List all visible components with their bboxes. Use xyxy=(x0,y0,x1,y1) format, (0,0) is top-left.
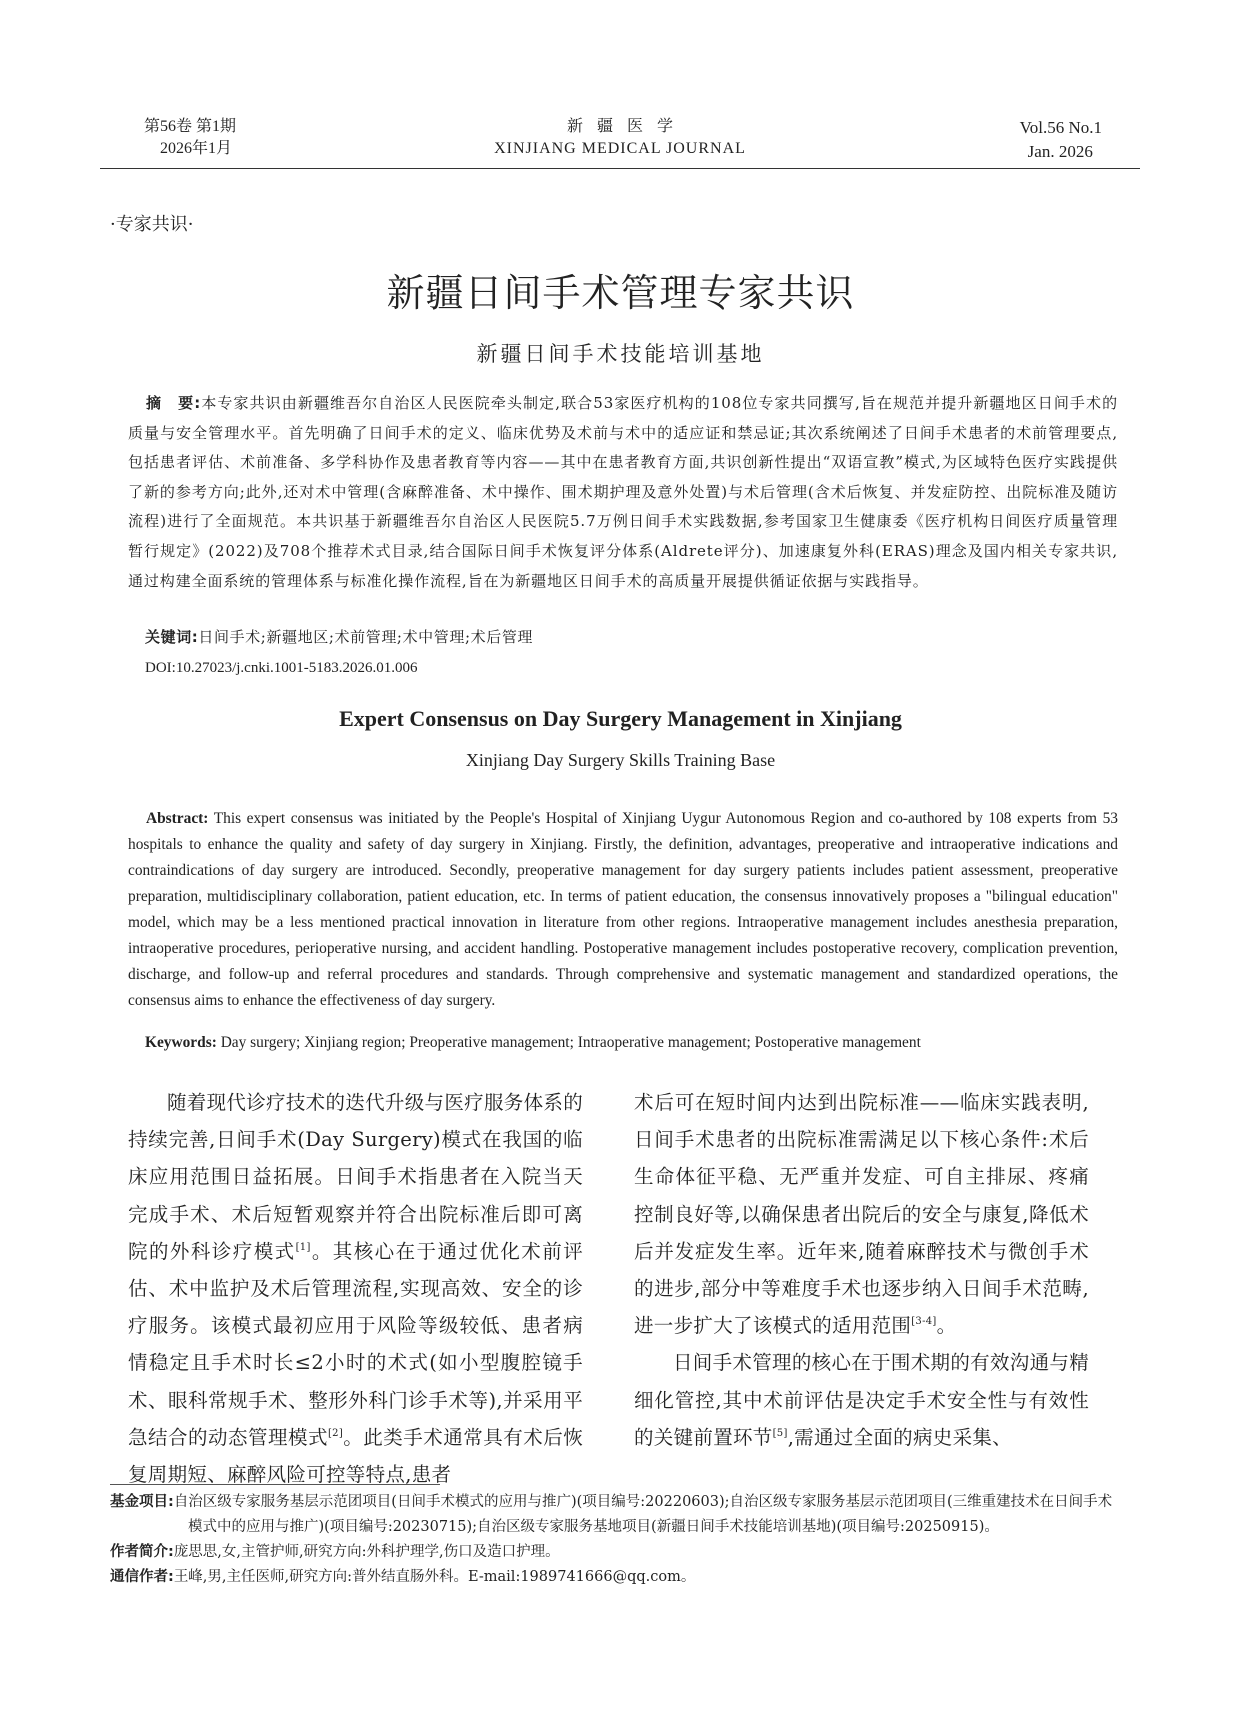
body-text: 。 xyxy=(936,1314,957,1338)
citation: [5] xyxy=(772,1427,788,1439)
footnote-divider xyxy=(110,1484,440,1485)
footnote-label: 通信作者: xyxy=(110,1569,174,1585)
abstract-en-label: Abstract: xyxy=(146,810,209,827)
abstract-en xyxy=(128,806,1118,1014)
body-text: 日间手术管理的核心在于围术期的有效沟通与精细化管控,其中术前评估是决定手术安全性与有效性的关键前置环节 xyxy=(634,1351,1089,1449)
abstract-cn-label: 摘 要: xyxy=(146,394,202,412)
body-paragraph xyxy=(634,1084,1089,1344)
volume-issue-cn: 第56卷 第1期 xyxy=(144,118,237,135)
keywords-en xyxy=(145,1034,921,1052)
body-text: 。此类手术通常具有术后恢复周期短、麻醉风险可控等特点,患者 xyxy=(128,1425,583,1487)
body-text: 术后可在短时间内达到出院标准——临床实践表明,日间手术患者的出院标准需满足以下核心条件:术后生命体征平稳、无严重并发症、可自主排尿、疼痛控制良好等,以确保患者出院后的安全与康复,降低术后并发症发生率。近年来,随着麻醉技术与微创手术的进步,部分中等难度手术也逐步纳入日间手术范畴,进一步扩大了该模式的适用范围 xyxy=(634,1091,1089,1338)
keywords-en-text: Day surgery; Xinjiang region; Preoperative management; Intraoperative management; Postoperative management xyxy=(220,1034,921,1051)
footnote-label: 作者简介: xyxy=(110,1544,174,1560)
keywords-en-label: Keywords: xyxy=(145,1034,217,1051)
citation: [3-4] xyxy=(911,1316,937,1328)
body-text: 随着现代诊疗技术的迭代升级与医疗服务体系的持续完善,日间手术(Day Surgery)模式在我国的临床应用范围日益拓展。日间手术指患者在入院当天完成手术、术后短暂观察并符合出院标准后即可离院的外科诊疗模式 xyxy=(128,1091,583,1263)
abstract-cn-text: 本专家共识由新疆维吾尔自治区人民医院牵头制定,联合53家医疗机构的108位专家共同撰写,旨在规范并提升新疆地区日间手术的质量与安全管理水平。首先明确了日间手术的定义、临床优势及术前与术中的适应证和禁忌证;其次系统阐述了日间手术患者的术前管理要点,包括患者评估、术前准备、多学科协作及患者教育等内容——其中在患者教育方面,共识创新性提出“双语宣教”模式,为区域特色医疗实践提供了新的参考方向;此外,还对术中管理(含麻醉准备、术中操作、围术期护理及意外处置)与术后管理(含术后恢复、并发症防控、出院标准及随访流程)进行了全面规范。本共识基于新疆维吾尔自治区人民医院5.7万例日间手术实践数据,参考国家卫生健康委《医疗机构日间医疗质量管理暂行规定》(2022)及708个推荐术式目录,结合国际日间手术恢复评分体系(Aldrete评分)、加速康复外科(ERAS)理念及国内相关专家共识,通过构建全面系统的管理体系与标准化操作流程,旨在为新疆地区日间手术的高质量开展提供循证依据与实践指导。 xyxy=(128,394,1118,590)
keywords-cn-label: 关键词: xyxy=(145,628,199,646)
issue-date-cn: 2026年1月 xyxy=(160,140,233,157)
body-paragraph xyxy=(634,1344,1089,1456)
abstract-cn xyxy=(128,389,1118,596)
article-title-cn: 新疆日间手术管理专家共识 xyxy=(386,271,855,315)
body-column-left xyxy=(128,1084,583,1493)
running-header xyxy=(100,112,1140,169)
header-center xyxy=(100,116,1140,160)
issue-date-en: Jan. 2026 xyxy=(1027,142,1093,161)
footnote-text: 王峰,男,主任医师,研究方向:普外结直肠外科。E-mail:1989741666@qq.com。 xyxy=(173,1569,696,1585)
keywords-cn-text: 日间手术;新疆地区;术前管理;术中管理;术后管理 xyxy=(198,628,534,646)
citation: [1] xyxy=(295,1241,311,1253)
footnote-fund xyxy=(110,1490,1120,1540)
footnote-text: 自治区级专家服务基层示范团项目(日间手术模式的应用与推广)(项目编号:20220603);自治区级专家服务基层示范团项目(三维重建技术在日间手术模式中的应用与推广)(项目编号:20230715);自治区级专家服务基地项目(新疆日间手术技能培训基地)(项目编号:20250915)。 xyxy=(173,1494,1113,1535)
body-column-right xyxy=(634,1084,1089,1456)
author-cn: 新疆日间手术技能培训基地 xyxy=(476,342,765,366)
article-title-en: Expert Consensus on Day Surgery Management in Xinjiang xyxy=(339,706,902,731)
volume-issue-en: Vol.56 No.1 xyxy=(1019,118,1102,137)
column-tag: ·专家共识· xyxy=(110,214,194,235)
doi: DOI:10.27023/j.cnki.1001-5183.2026.01.006 xyxy=(145,660,418,676)
abstract-en-text: This expert consensus was initiated by the People's Hospital of Xinjiang Uygur Autonomous Region and co-authored by 108 experts from 53 hospitals to enhance the quality and safety of day surgery in Xinjiang. Firstly, the definition, advantages, preoperative and intraoperative indications and contraindications of day surgery are introduced. Secondly, preoperative management for day surgery patients includes patient assessment, preoperative preparation, multidisciplinary collaboration, patient education, etc. In terms of patient education, the consensus innovatively proposes a "bilingual education" model, which may be a less mentioned practical innovation in literature from other regions. Intraoperative management includes anesthesia preparation, intraoperative procedures, perioperative nursing, and accident handling. Postoperative management includes postoperative recovery, complication prevention, discharge, and follow-up and referral procedures and standards. Through comprehensive and systematic management and standardized operations, the consensus aims to enhance the effectiveness of day surgery. xyxy=(128,810,1118,1009)
author-en: Xinjiang Day Surgery Skills Training Base xyxy=(465,750,776,770)
body-text: ,需通过全面的病史采集、 xyxy=(787,1425,1012,1449)
journal-name-cn: 新疆医学 xyxy=(566,118,687,135)
body-paragraph xyxy=(128,1084,583,1493)
keywords-cn xyxy=(145,626,533,647)
footnote-author xyxy=(110,1540,1120,1565)
journal-name-en: XINJIANG MEDICAL JOURNAL xyxy=(494,140,746,157)
footnote-text: 庞思思,女,主管护师,研究方向:外科护理学,伤口及造口护理。 xyxy=(173,1544,560,1560)
header-right xyxy=(1020,116,1102,164)
citation: [2] xyxy=(327,1427,344,1439)
footnotes xyxy=(110,1490,1120,1590)
body-text: 。其核心在于通过优化术前评估、术中监护及术后管理流程,实现高效、安全的诊疗服务。该模式最初应用于风险等级较低、患者病情稳定且手术时长≤2小时的术式(如小型腹腔镜手术、眼科常规手术、整形外科门诊手术等),并采用平急结合的动态管理模式 xyxy=(128,1239,583,1449)
footnote-label: 基金项目: xyxy=(110,1494,174,1510)
footnote-corresponding xyxy=(110,1565,1120,1590)
